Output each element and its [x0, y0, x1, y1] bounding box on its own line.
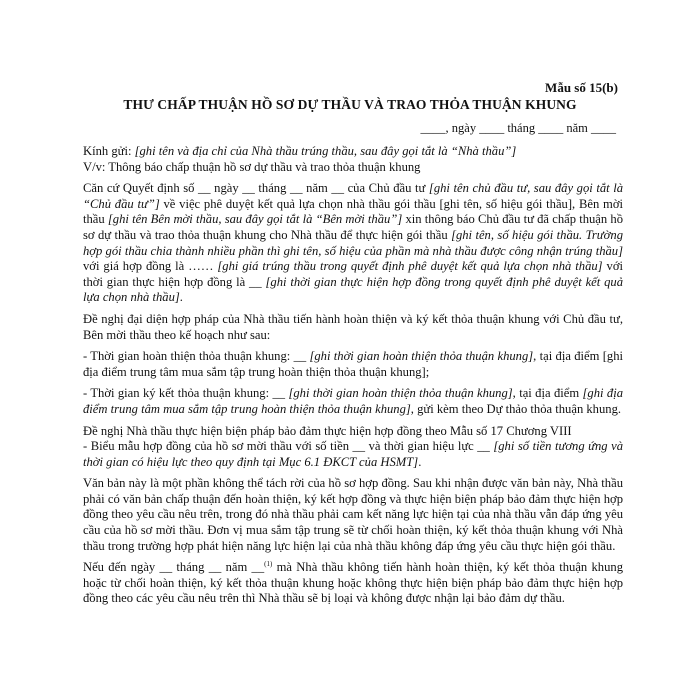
recipient-label: Kính gửi:	[83, 144, 135, 158]
paragraph-request: Đề nghị đại diện hợp pháp của Nhà thầu tiến hành hoàn thiện và ký kết thỏa thuận khung với Chủ đầu tư, Bên mời thầu theo kế hoạch như sau:	[83, 311, 623, 342]
paragraph-guarantee: Đề nghị Nhà thầu thực hiện biện pháp bảo đảm thực hiện hợp đồng theo Mẫu số 17 Chương VIII - Biểu mẫu hợp đồng của hồ sơ mời thầu với số tiền __ và thời gian hiệu lực __ [ghi số tiền tương ứng và thời gian có hiệu lực theo quy định tại Mục 6.1 ĐKCT của HSMT].	[83, 423, 623, 469]
paragraph-contract-part: Văn bản này là một phần không thể tách rời của hồ sơ hợp đồng. Sau khi nhận được văn bản này, Nhà thầu phải có văn bản chấp thuận đến hoàn thiện, ký kết hợp đồng và thực hiện biện pháp bảo đảm thực hiện hợp đồng theo yêu cầu nêu trên, trong đó nhà thầu phải cam kết năng lực hiện tại của nhà thầu vẫn đáp ứng yêu cầu của hồ sơ mời thầu. Đơn vị mua sắm tập trung sẽ từ chối hoàn thiện, ký kết thỏa thuận khung với Nhà thầu trong trường hợp phát hiện năng lực hiện lại của nhà thầu không đáp ứng yêu cầu thực hiện gói thầu.	[83, 476, 623, 553]
letter-body	[83, 144, 623, 613]
bullet-signing-time: - Thời gian ký kết thỏa thuận khung: __ [ghi thời gian hoàn thiện thỏa thuận khung], tại địa điểm [ghi địa điểm trung tâm mua sắm tập trung hoàn thiện thỏa thuận khung], gửi kèm theo Dự thảo thỏa thuận khung.	[83, 386, 623, 416]
footnote-marker: (1)	[264, 560, 273, 569]
form-number: Mẫu số 15(b)	[545, 80, 618, 95]
date-line: ____, ngày ____ tháng ____ năm ____	[420, 121, 616, 135]
recipient-placeholder: [ghi tên và địa chỉ của Nhà thầu trúng thầu, sau đây gọi tắt là “Nhà thầu”]	[134, 144, 517, 158]
paragraph-basis: Căn cứ Quyết định số __ ngày __ tháng __ năm __ của Chủ đầu tư [ghi tên chủ đầu tư, sau đây gọi tắt là “Chủ đầu tư”] về việc phê duyệt kết quả lựa chọn nhà thầu gói thầu [ghi tên, số hiệu gói thầu], Bên mời thầu [ghi tên Bên mời thầu, sau đây gọi tắt là “Bên mời thầu”] xin thông báo Chủ đầu tư đã chấp thuận hồ sơ dự thầu và trao thỏa thuận khung cho Nhà thầu để thực hiện gói thầu [ghi tên, số hiệu gói thầu. Trường hợp gói thầu chia thành nhiều phần thì ghi tên, số hiệu của phần mà nhà thầu được công nhận trúng thầu] với giá hợp đồng là …… [ghi giá trúng thầu trong quyết định phê duyệt kết quả lựa chọn nhà thầu] với thời gian thực hiện hợp đồng là __ [ghi thời gian thực hiện hợp đồng trong quyết định phê duyệt kết quả lựa chọn nhà thầu].	[83, 181, 624, 305]
document-title: THƯ CHẤP THUẬN HỒ SƠ DỰ THẦU VÀ TRAO THỎA THUẬN KHUNG	[123, 97, 577, 112]
recipient-line	[83, 144, 623, 160]
bullet-completion-time: - Thời gian hoàn thiện thỏa thuận khung: __ [ghi thời gian hoàn thiện thỏa thuận khung], tại địa điểm [ghi địa điểm trung tâm mua sắm tập trung hoàn thiện thỏa thuận khung];	[83, 349, 623, 379]
paragraph-deadline: Nếu đến ngày __ tháng __ năm __$^{(1)}$ mà Nhà thầu không tiến hành hoàn thiện, ký kết thỏa thuận khung hoặc từ chối hoàn thiện, ký kết thỏa thuận khung hoặc không thực hiện biện pháp bảo đảm thực hiện hợp đồng theo các yêu cầu nêu trên thì Nhà thầu sẽ bị loại và không được nhận lại bảo đảm dự thầu.	[83, 560, 623, 606]
subject-line: V/v: Thông báo chấp thuận hồ sơ dự thầu và trao thỏa thuận khung	[83, 159, 421, 174]
